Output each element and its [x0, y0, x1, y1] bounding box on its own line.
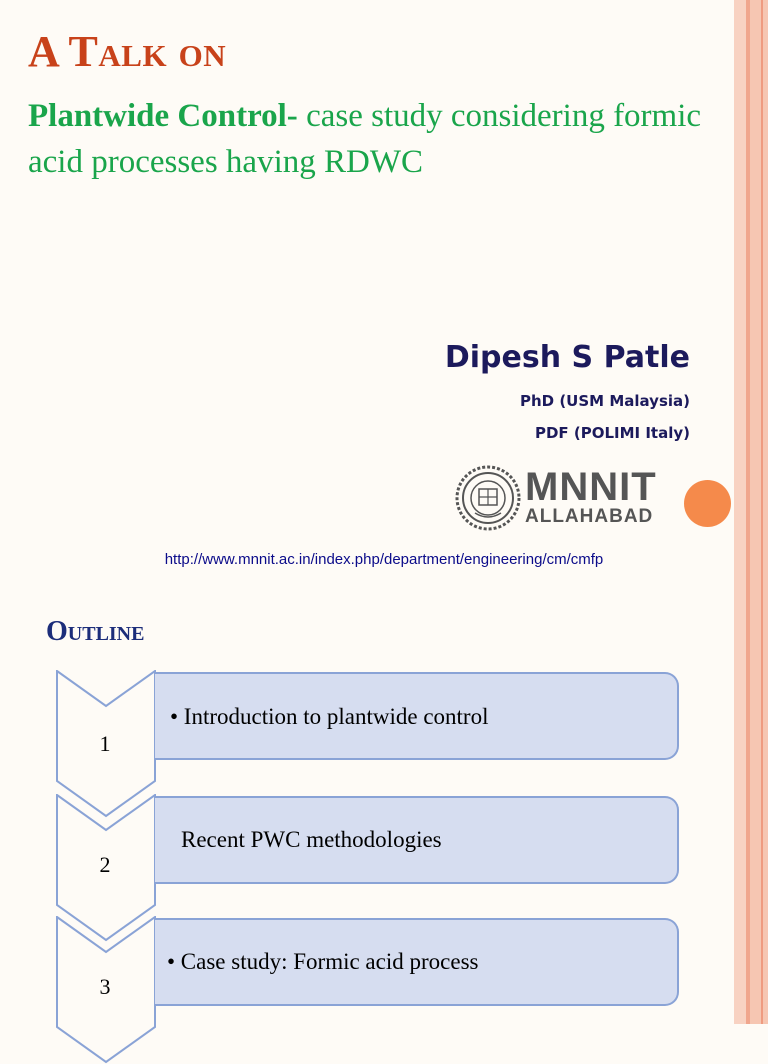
slide-title: A Talk on	[28, 27, 227, 76]
institute-emblem-icon	[455, 465, 521, 531]
step-text: • Case study: Formic acid process	[167, 949, 479, 974]
subtitle-rest: case study considering formic acid processes having RDWC	[28, 98, 702, 180]
step-number: 3	[99, 974, 111, 999]
mnnit-logo	[455, 465, 680, 531]
talk-subtitle	[28, 93, 728, 185]
logo-subtext: ALLAHABAD	[525, 506, 654, 527]
step-number: 2	[99, 852, 111, 877]
right-border-stripe	[761, 0, 763, 1024]
department-url: http://www.mnnit.ac.in/index.php/department/engineering/cm/cmfp	[164, 551, 604, 568]
author-name: Dipesh S Patle	[444, 340, 690, 375]
step-text: • Introduction to plantwide control	[170, 704, 489, 729]
step-text: Recent PWC methodologies	[181, 827, 442, 852]
author-degree-phd: PhD (USM Malaysia)	[519, 392, 690, 410]
subtitle-bold: Plantwide Control-	[28, 98, 298, 134]
step-number: 1	[99, 731, 111, 756]
right-border-stripe	[734, 0, 746, 1024]
right-border-stripe	[750, 0, 768, 1024]
accent-dot	[684, 480, 731, 527]
logo-wordmark: MNNIT	[525, 465, 657, 509]
outline-heading: Outline	[46, 616, 145, 647]
author-degree-pdf: PDF (POLIMI Italy)	[534, 424, 690, 442]
